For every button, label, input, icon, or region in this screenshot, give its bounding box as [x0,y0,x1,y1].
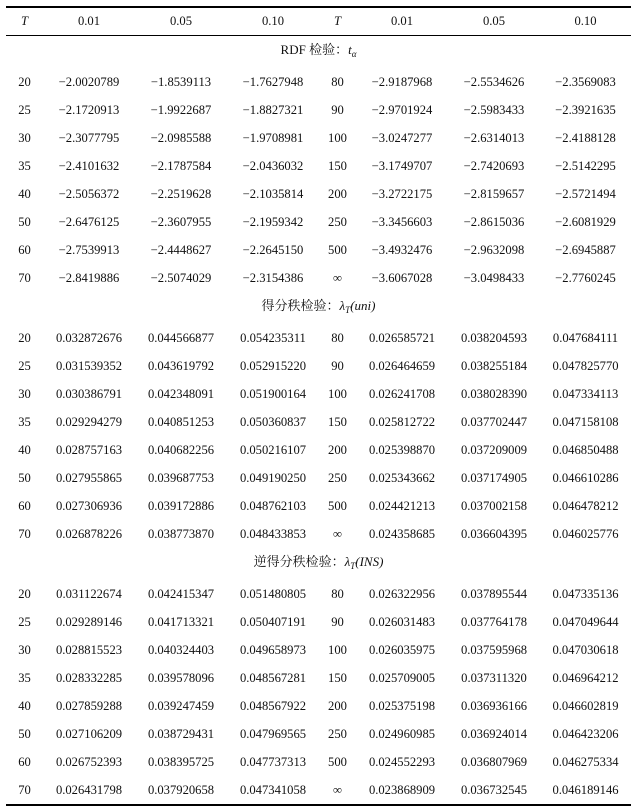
section-statistic-subscript: α [351,49,357,59]
table-body [6,36,631,806]
table-row [6,608,631,636]
critical-value-cell: 0.052915220 [239,359,307,373]
header-t: T [6,7,43,36]
critical-value-cell: 0.036732545 [448,776,540,805]
critical-value-cell: 0.036604395 [460,527,528,541]
sample-size-cell: 200 [328,187,347,201]
section-title [6,36,631,69]
critical-values-table [6,6,631,806]
sample-size-cell: 90 [331,615,344,629]
critical-value-cell: 0.039687753 [147,471,215,485]
critical-value-cell: 0.028815523 [55,643,123,657]
critical-value-cell: −2.2519628 [150,187,212,201]
critical-value-cell: 0.026464659 [368,359,436,373]
critical-value-cell: 0.026035975 [368,643,436,657]
table-row [6,96,631,124]
table-row [6,720,631,748]
sample-size-cell: 250 [328,471,347,485]
header-005: 0.05 [135,7,227,36]
critical-value-cell: 0.038204593 [460,331,528,345]
table-row [6,124,631,152]
table-row [6,208,631,236]
critical-value-cell: −1.9922687 [150,103,212,117]
critical-value-cell: 0.026241708 [368,387,436,401]
sample-size-cell: 80 [331,75,344,89]
critical-value-cell: 0.036924014 [460,727,528,741]
critical-value-cell: 0.047158108 [552,415,619,429]
critical-value-cell: 0.046189146 [540,776,631,805]
sample-size-cell: 20 [18,331,31,345]
critical-value-cell: 0.050216107 [239,443,307,457]
critical-value-cell: −2.6081929 [555,215,616,229]
critical-value-cell: −2.1720913 [58,103,120,117]
critical-value-cell: −2.5983433 [463,103,525,117]
sample-size-cell: 70 [18,527,31,541]
critical-value-cell: −3.3456603 [371,215,433,229]
sample-size-cell: 200 [328,443,347,457]
sample-size-cell: 80 [331,587,344,601]
sample-size-cell: 40 [18,187,31,201]
section-statistic-symbol: λ [344,554,351,569]
critical-value-cell: −1.8539113 [150,75,212,89]
critical-value-cell: 0.039247459 [147,699,215,713]
critical-value-cell: 0.051480805 [239,587,307,601]
critical-value-cell: 0.037209009 [460,443,528,457]
critical-value-cell: −2.3569083 [555,75,616,89]
critical-value-cell: 0.047334113 [552,387,619,401]
critical-value-cell: −2.1787584 [150,159,212,173]
critical-value-cell: 0.048433853 [239,527,307,541]
critical-value-cell: 0.025343662 [368,471,436,485]
sample-size-cell: ∞ [333,271,342,285]
table-row [6,776,631,805]
section-title-row [6,292,631,324]
critical-value-cell: 0.026878226 [55,527,123,541]
sample-size-cell: 35 [18,671,31,685]
critical-value-cell: 0.025709005 [368,671,436,685]
critical-value-cell: 0.026322956 [368,587,436,601]
critical-value-cell: 0.026752393 [55,755,123,769]
critical-value-cell: 0.040324403 [147,643,215,657]
table-row [6,324,631,352]
sample-size-cell: 40 [18,443,31,457]
sample-size-cell: ∞ [319,776,356,805]
critical-value-cell: 0.047737313 [239,755,307,769]
critical-value-cell: −1.9708981 [242,131,304,145]
sample-size-cell: 60 [18,755,31,769]
critical-value-cell: 0.046602819 [552,699,619,713]
header-010-right: 0.10 [540,7,631,36]
critical-value-cell: −1.8827321 [242,103,304,117]
critical-value-cell: −2.7420693 [463,159,525,173]
section-title-text: 得分秩检验： [261,298,340,313]
critical-value-cell: 0.038773870 [147,527,215,541]
table-row [6,380,631,408]
critical-value-cell: −2.9701924 [371,103,433,117]
critical-value-cell: −2.2645150 [242,243,304,257]
sample-size-cell: 70 [18,271,31,285]
critical-value-cell: −2.3921635 [555,103,616,117]
sample-size-cell: 100 [328,643,347,657]
table-row [6,180,631,208]
sample-size-cell: 50 [18,727,31,741]
header-005-right: 0.05 [448,7,540,36]
critical-value-cell: −2.5056372 [58,187,120,201]
critical-value-cell: 0.046423206 [552,727,619,741]
critical-value-cell: 0.023868909 [356,776,448,805]
critical-value-cell: 0.030386791 [55,387,123,401]
critical-value-cell: −3.0247277 [371,131,433,145]
critical-value-cell: 0.025375198 [368,699,436,713]
header-001: 0.01 [43,7,135,36]
table-row [6,464,631,492]
critical-value-cell: 0.031539352 [55,359,123,373]
critical-value-cell: 0.037002158 [460,499,528,513]
critical-value-cell: −2.0020789 [58,75,120,89]
critical-value-cell: −2.5142295 [555,159,616,173]
critical-value-cell: −2.8615036 [463,215,525,229]
critical-value-cell: −1.7627948 [242,75,304,89]
critical-value-cell: −2.3077795 [58,131,120,145]
critical-value-cell: 0.031122674 [56,587,122,601]
critical-value-cell: 0.043619792 [147,359,215,373]
critical-value-cell: 0.025398870 [368,443,436,457]
sample-size-cell: 25 [18,615,31,629]
critical-value-cell: 0.036807969 [460,755,528,769]
sample-size-cell: 35 [18,159,31,173]
header-t-right: T [319,7,356,36]
critical-value-cell: −2.1035814 [242,187,304,201]
section-statistic-symbol: λ [339,298,346,313]
critical-value-cell: 0.029289146 [55,615,123,629]
section-title-text: RDF 检验： [280,42,349,57]
header-010: 0.10 [227,7,319,36]
critical-value-cell: −2.4188128 [555,131,616,145]
critical-value-cell: −2.7539913 [58,243,120,257]
critical-value-cell: −2.9187968 [371,75,433,89]
sample-size-cell: 150 [328,415,347,429]
critical-value-cell: 0.040682256 [147,443,215,457]
critical-value-cell: 0.042348091 [147,387,215,401]
critical-value-cell: 0.048567922 [239,699,307,713]
critical-value-cell: 0.047969565 [239,727,307,741]
critical-value-cell: 0.025812722 [368,415,436,429]
critical-value-cell: 0.037702447 [460,415,528,429]
table-row [6,520,631,548]
sample-size-cell: 500 [328,755,347,769]
critical-value-cell: −2.3607955 [150,215,212,229]
critical-value-cell: 0.027955865 [55,471,123,485]
critical-value-cell: 0.024552293 [368,755,436,769]
sample-size-cell: 25 [18,103,31,117]
critical-value-cell: 0.046478212 [552,499,619,513]
critical-value-cell: 0.048762103 [239,499,307,513]
critical-value-cell: 0.046850488 [552,443,619,457]
table-row [6,264,631,292]
critical-value-cell: 0.026585721 [368,331,436,345]
critical-value-cell: −2.4101632 [58,159,120,173]
table-row [6,636,631,664]
sample-size-cell: 250 [328,215,347,229]
critical-value-cell: 0.032872676 [55,331,123,345]
critical-value-cell: 0.049190250 [239,471,307,485]
section-statistic-argument: (uni) [350,298,376,313]
critical-value-cell: 0.040851253 [147,415,215,429]
critical-value-cell: −2.6945887 [555,243,616,257]
sample-size-cell: 150 [328,671,347,685]
critical-value-cell: 0.042415347 [147,587,215,601]
sample-size-cell: 80 [331,331,344,345]
critical-value-cell: 0.046275334 [552,755,619,769]
critical-value-cell: 0.027859288 [55,699,123,713]
critical-value-cell: 0.036936166 [460,699,528,713]
critical-value-cell: 0.046964212 [552,671,619,685]
sample-size-cell: 250 [328,727,347,741]
critical-value-cell: 0.047030618 [552,643,619,657]
critical-value-cell: 0.038255184 [460,359,528,373]
critical-value-cell: 0.038395725 [147,755,215,769]
critical-value-cell: −2.5074029 [150,271,212,285]
table-row [6,692,631,720]
critical-value-cell: −2.7760245 [555,271,616,285]
critical-value-cell: 0.026431798 [43,776,135,805]
section-statistic-subscript: T [350,561,356,571]
critical-value-cell: −2.0985588 [150,131,212,145]
critical-value-cell: −3.1749707 [371,159,433,173]
section-title [6,548,631,580]
critical-value-cell: 0.024960985 [368,727,436,741]
critical-value-cell: 0.038028390 [460,387,528,401]
critical-value-cell: −2.9632098 [463,243,525,257]
sample-size-cell: 30 [18,387,31,401]
table-row [6,492,631,520]
critical-value-cell: 0.047335136 [552,587,619,601]
critical-value-cell: 0.051900164 [239,387,307,401]
critical-value-cell: 0.046025776 [552,527,619,541]
critical-value-cell: 0.044566877 [147,331,215,345]
critical-value-cell: −2.0436032 [242,159,304,173]
table-header-row [6,7,631,36]
critical-value-cell: 0.039578096 [147,671,215,685]
critical-value-cell: −2.1959342 [242,215,304,229]
table-row [6,580,631,608]
critical-value-cell: 0.037920658 [135,776,227,805]
critical-value-cell: −3.6067028 [371,271,433,285]
section-title-text: 逆得分秩检验： [253,554,345,569]
critical-value-cell: −2.4448627 [150,243,212,257]
sample-size-cell: 20 [18,75,31,89]
sample-size-cell: 90 [331,103,344,117]
critical-value-cell: 0.027106209 [55,727,123,741]
critical-value-cell: 0.047049644 [552,615,619,629]
critical-value-cell: 0.024358685 [368,527,436,541]
critical-value-cell: 0.047341058 [227,776,319,805]
sample-size-cell: 20 [18,587,31,601]
sample-size-cell: 100 [328,131,347,145]
sample-size-cell: 60 [18,499,31,513]
section-statistic-argument: (INS) [355,554,384,569]
sample-size-cell: 25 [18,359,31,373]
critical-value-cell: 0.050407191 [239,615,307,629]
critical-value-cell: 0.037174905 [460,471,528,485]
sample-size-cell: 200 [328,699,347,713]
section-title-row [6,36,631,69]
section-statistic-symbol: t [348,42,352,57]
critical-value-cell: −2.3154386 [242,271,304,285]
section-title-row [6,548,631,580]
critical-value-cell: −2.6314013 [463,131,525,145]
critical-value-cell: 0.037595968 [460,643,528,657]
sample-size-cell: 500 [328,499,347,513]
table-row [6,352,631,380]
sample-size-cell: 150 [328,159,347,173]
critical-value-cell: −2.8159657 [463,187,525,201]
critical-value-cell: 0.038729431 [147,727,215,741]
header-001-right: 0.01 [356,7,448,36]
sample-size-cell: 40 [18,699,31,713]
critical-value-cell: −3.4932476 [371,243,433,257]
critical-value-cell: 0.029294279 [55,415,123,429]
sample-size-cell: 100 [328,387,347,401]
section-title [6,292,631,324]
sample-size-cell: 70 [6,776,43,805]
table-row [6,436,631,464]
critical-value-cell: 0.026031483 [368,615,436,629]
critical-value-cell: −3.0498433 [463,271,525,285]
sample-size-cell: 50 [18,471,31,485]
critical-value-cell: 0.041713321 [147,615,215,629]
sample-size-cell: 50 [18,215,31,229]
critical-value-cell: 0.046610286 [552,471,619,485]
critical-value-cell: 0.054235311 [240,331,306,345]
table-row [6,408,631,436]
critical-value-cell: 0.047684111 [552,331,619,345]
sample-size-cell: ∞ [333,527,342,541]
sample-size-cell: 30 [18,643,31,657]
table-row [6,748,631,776]
table-row [6,236,631,264]
critical-value-cell: 0.037895544 [460,587,528,601]
critical-value-cell: 0.037764178 [460,615,528,629]
sample-size-cell: 35 [18,415,31,429]
critical-value-cell: 0.027306936 [55,499,123,513]
critical-value-cell: −3.2722175 [371,187,433,201]
table-row [6,152,631,180]
critical-value-cell: 0.050360837 [239,415,307,429]
critical-value-cell: −2.8419886 [58,271,120,285]
sample-size-cell: 500 [328,243,347,257]
critical-value-cell: 0.039172886 [147,499,215,513]
critical-value-cell: −2.5534626 [463,75,525,89]
critical-value-cell: 0.028332285 [55,671,123,685]
table-row [6,68,631,96]
sample-size-cell: 30 [18,131,31,145]
critical-value-cell: 0.049658973 [239,643,307,657]
section-statistic-subscript: T [345,305,351,315]
critical-value-cell: 0.024421213 [368,499,436,513]
table-row [6,664,631,692]
sample-size-cell: 60 [18,243,31,257]
critical-value-cell: 0.047825770 [552,359,619,373]
critical-value-cell: 0.037311320 [461,671,527,685]
sample-size-cell: 90 [331,359,344,373]
critical-value-cell: 0.048567281 [239,671,307,685]
critical-value-cell: −2.5721494 [555,187,616,201]
critical-value-cell: −2.6476125 [58,215,120,229]
critical-value-cell: 0.028757163 [55,443,123,457]
